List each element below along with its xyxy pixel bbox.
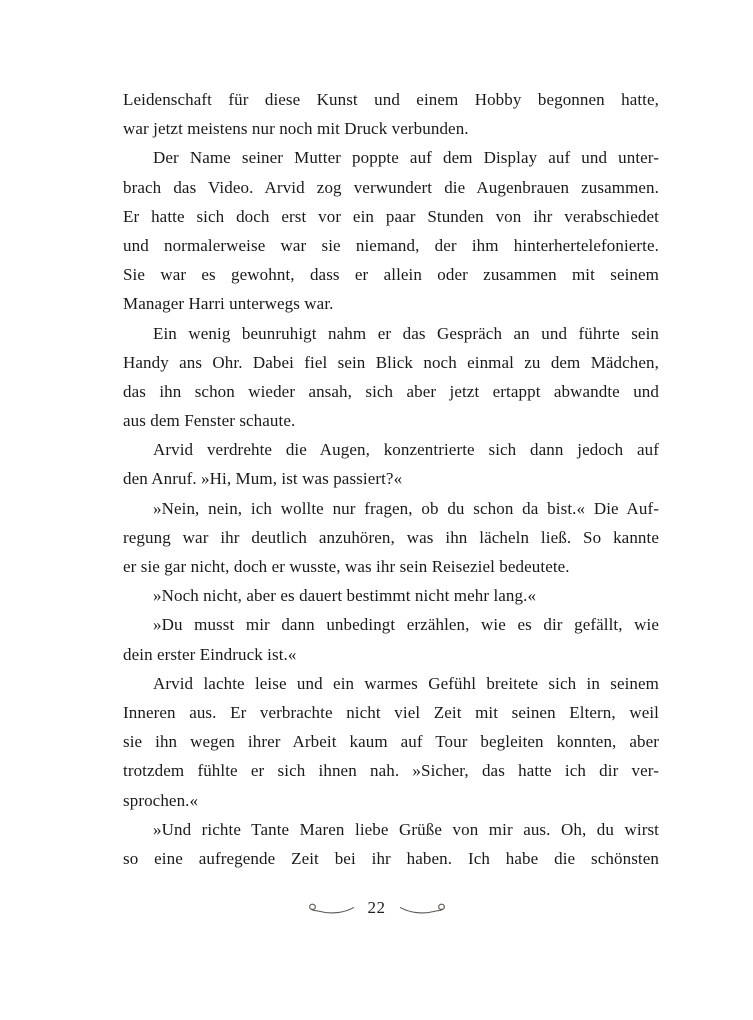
text-line: brach das Video. Arvid zog verwundert die Augenbrauen zusammen. — [123, 177, 659, 197]
text-line: und normalerweise war sie niemand, der ihm hinterhertelefonierte. — [123, 235, 659, 255]
text-line: »Du musst mir dann unbedingt erzählen, wie es dir gefällt, wie — [153, 615, 659, 635]
swash-flourish-right-icon — [399, 901, 447, 916]
body-text — [123, 85, 659, 873]
text-line: er sie gar nicht, doch er wusste, was ihr sein Reiseziel bedeutete. — [123, 557, 570, 576]
text-line: »Und richte Tante Maren liebe Grüße von mir aus. Oh, du wirst — [153, 819, 659, 839]
page-footer — [0, 898, 753, 918]
page-number: 22 — [367, 898, 386, 917]
text-line: Er hatte sich doch erst vor ein paar Stunden von ihr verabschiedet — [123, 206, 659, 226]
text-line: Leidenschaft für diese Kunst und einem Hobby begonnen hatte, — [123, 90, 659, 109]
text-line: Ein wenig beunruhigt nahm er das Gespräch an und führte sein — [153, 323, 659, 343]
text-line: Arvid lachte leise und ein warmes Gefühl breitete sich in seinem — [153, 673, 659, 693]
text-line: den Anruf. »Hi, Mum, ist was passiert?« — [123, 469, 403, 489]
text-line: Sie war es gewohnt, dass er allein oder zusammen mit seinem — [123, 265, 659, 285]
text-line: Arvid verdrehte die Augen, konzentrierte sich dann jedoch auf — [153, 440, 659, 460]
text-line: »Noch nicht, aber es dauert bestimmt nicht mehr lang.« — [153, 586, 537, 606]
text-line: so eine aufregende Zeit bei ihr haben. Ich habe die schönsten — [123, 848, 659, 868]
text-line: sprochen.« — [123, 790, 199, 810]
text-line: Manager Harri unterwegs war. — [123, 294, 334, 314]
text-line: »Nein, nein, ich wollte nur fragen, ob du schon da bist.« Die Auf- — [153, 498, 659, 518]
text-line: Handy ans Ohr. Dabei fiel sein Blick noch einmal zu dem Mädchen, — [123, 352, 659, 372]
swash-flourish-left-icon — [307, 901, 355, 916]
text-line: aus dem Fenster schaute. — [123, 411, 296, 431]
text-line: trotzdem fühlte er sich ihnen nah. »Sicher, das hatte ich dir ver- — [123, 761, 659, 781]
text-line: regung war ihr deutlich anzuhören, was ihn lächeln ließ. So kannte — [123, 527, 659, 547]
text-line: Der Name seiner Mutter poppte auf dem Display auf und unter- — [153, 148, 659, 168]
text-line: das ihn schon wieder ansah, sich aber jetzt ertappt abwandte und — [123, 381, 659, 401]
text-line: dein erster Eindruck ist.« — [123, 644, 297, 664]
text-line: Inneren aus. Er verbrachte nicht viel Zeit mit seinen Eltern, weil — [123, 702, 659, 722]
text-line: war jetzt meistens nur noch mit Druck verbunden. — [123, 119, 469, 139]
text-line: sie ihn wegen ihrer Arbeit kaum auf Tour begleiten konnten, aber — [123, 732, 659, 752]
